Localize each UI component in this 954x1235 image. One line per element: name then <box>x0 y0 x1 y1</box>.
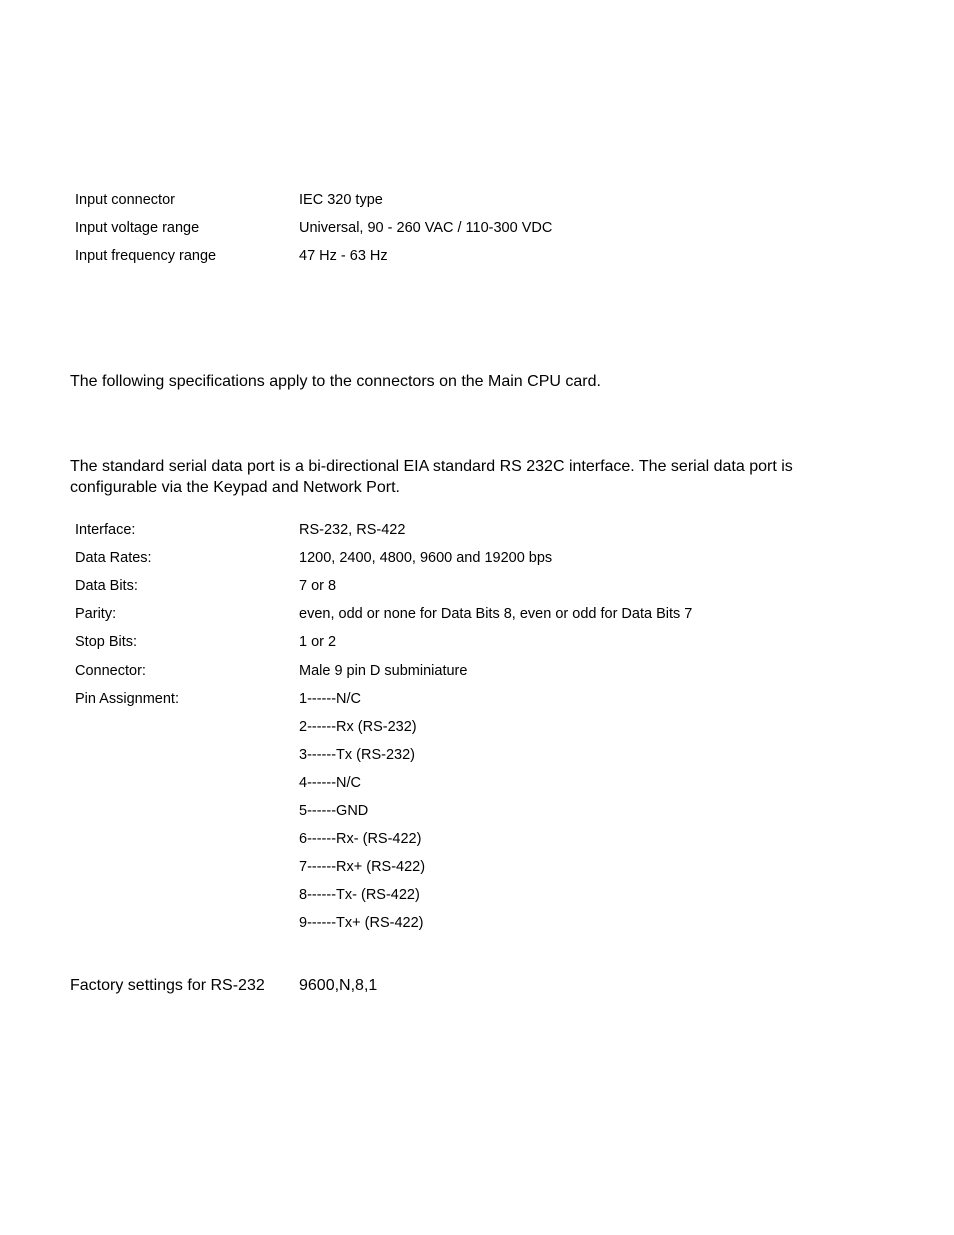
spec-value: Male 9 pin D subminiature <box>299 663 468 679</box>
intro-paragraph: The following specifications apply to the connectors on the Main CPU card. <box>70 373 601 390</box>
spec-label: Data Rates: <box>75 550 152 566</box>
spec-value: 7 or 8 <box>299 578 337 594</box>
pin-assignment-value: 2------Rx (RS-232) <box>299 719 417 735</box>
pin-assignment-value: 5------GND <box>299 803 369 819</box>
pin-assignment-value: 3------Tx (RS-232) <box>299 747 415 763</box>
spec-label: Input connector <box>75 192 175 208</box>
spec-value: even, odd or none for Data Bits 8, even or odd for Data Bits 7 <box>299 606 693 622</box>
spec-value: IEC 320 type <box>299 192 383 208</box>
spec-label: Input voltage range <box>75 220 200 236</box>
spec-label: Stop Bits: <box>75 634 138 650</box>
spec-value: 1------N/C <box>299 691 362 707</box>
pin-assignment-value: 6------Rx- (RS-422) <box>299 831 422 847</box>
spec-value: RS-232, RS-422 <box>299 522 406 538</box>
spec-label: Input frequency range <box>75 248 217 264</box>
pin-assignment-value: 4------N/C <box>299 775 362 791</box>
factory-settings-label: Factory settings for RS-232 <box>70 977 265 994</box>
pin-assignment-value: 8------Tx- (RS-422) <box>299 887 420 903</box>
spec-label: Interface: <box>75 522 136 538</box>
spec-label: Connector: <box>75 663 146 679</box>
spec-value: Universal, 90 - 260 VAC / 110-300 VDC <box>299 220 553 236</box>
serial-description-paragraph: The standard serial data port is a bi-directional EIA standard RS 232C interface. The serial data port is configurable via the Keypad and Network Port. <box>70 458 793 496</box>
factory-settings-value: 9600,N,8,1 <box>299 977 378 994</box>
spec-label: Parity: <box>75 606 117 622</box>
spec-label: Data Bits: <box>75 578 138 594</box>
pin-assignment-value: 7------Rx+ (RS-422) <box>299 859 426 875</box>
spec-value: 1 or 2 <box>299 634 337 650</box>
spec-value: 1200, 2400, 4800, 9600 and 19200 bps <box>299 550 553 566</box>
pin-assignment-value: 9------Tx+ (RS-422) <box>299 915 424 931</box>
spec-label: Pin Assignment: <box>75 691 179 707</box>
spec-value: 47 Hz - 63 Hz <box>299 248 388 264</box>
